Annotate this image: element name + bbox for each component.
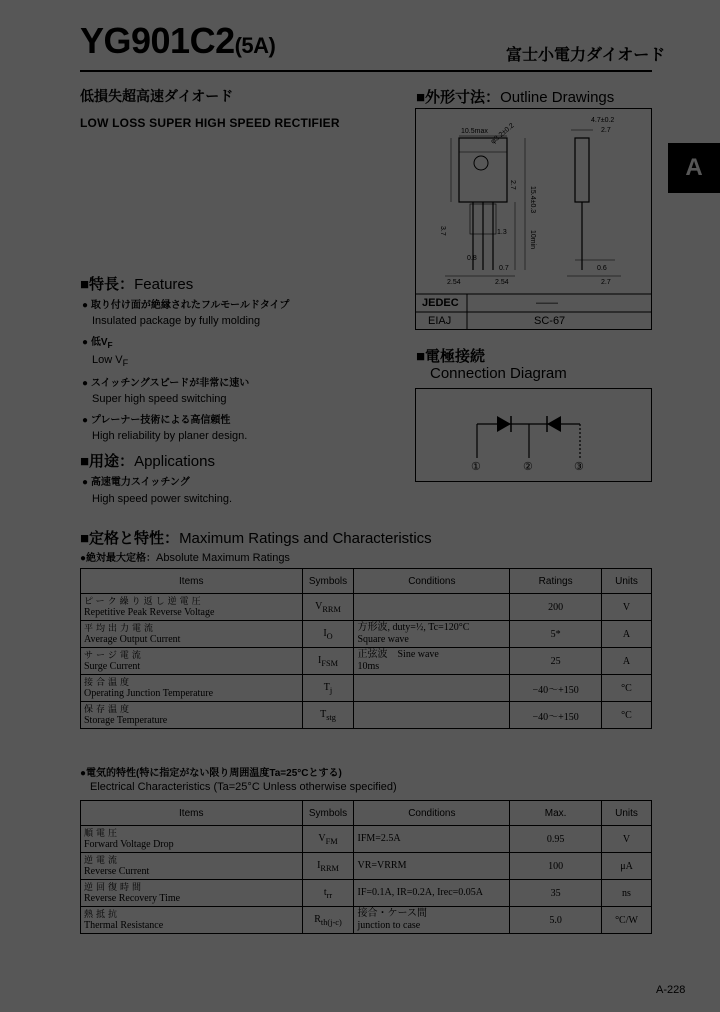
ratings-heading-text: Maximum Ratings and Characteristics <box>179 530 432 547</box>
connection-diagram <box>415 388 652 482</box>
mounting-hole <box>474 156 488 170</box>
features-list <box>82 296 289 448</box>
diode-2-icon <box>547 416 561 432</box>
pin-2-label: ② <box>523 461 533 473</box>
svg-text:2.54: 2.54 <box>495 279 509 286</box>
svg-text:10min: 10min <box>529 230 536 250</box>
jedec-value: —— <box>536 297 558 309</box>
applications-heading-text: Applications <box>134 453 215 470</box>
eiaj-value: SC-67 <box>534 315 566 327</box>
table-row: 接合温度 Operating Junction Temperature $T_j$ −40～+150 °C <box>81 675 652 702</box>
diode-1-icon <box>497 416 511 432</box>
col-items: Items <box>81 801 303 826</box>
feature-1-jp: ● 取り付け面が絶縁されたフルモールドタイプ <box>82 300 290 311</box>
ratings-heading-mark: ■定格と特性： <box>80 530 180 547</box>
part-title <box>80 20 275 62</box>
feature-4-en: High reliability by planer design. <box>92 430 248 443</box>
header-rule <box>80 70 652 72</box>
svg-text:4.7±0.2: 4.7±0.2 <box>591 117 615 124</box>
ratings-heading <box>80 527 432 548</box>
package-body-side <box>575 138 589 202</box>
eiaj-label: EIAJ <box>428 315 452 327</box>
svg-text:1.3: 1.3 <box>497 229 507 236</box>
subtitle-en: LOW LOSS SUPER HIGH SPEED RECTIFIER <box>80 116 340 130</box>
table-header-row <box>81 801 652 826</box>
svg-text:3.7: 3.7 <box>439 226 446 236</box>
electrical-subheading-jp: ●電気的特性(特に指定がない限り周囲温度Ta=25°Cとする) <box>80 768 342 779</box>
applications-heading-mark: ■用途： <box>80 453 135 470</box>
feature-3-jp: ● スイッチングスピードが非常に速い <box>82 378 250 390</box>
svg-text:10.5max: 10.5max <box>461 128 488 135</box>
col-max: Max. <box>510 801 602 826</box>
svg-text:0.6: 0.6 <box>597 265 607 272</box>
electrical-table <box>80 800 652 934</box>
applications-heading <box>80 450 215 471</box>
connection-heading-mark: ■電極接続 <box>416 348 486 365</box>
col-units: Units <box>602 569 652 594</box>
col-items: Items <box>81 569 303 594</box>
feature-3-en: Super high speed switching <box>92 393 227 406</box>
svg-text:2.7: 2.7 <box>601 279 611 286</box>
max-ratings-table <box>80 568 652 729</box>
svg-text:2.7: 2.7 <box>601 127 611 134</box>
col-conditions: Conditions <box>354 801 510 826</box>
connection-heading: Connection Diagram <box>430 365 567 382</box>
application-1-jp: ● 高速電力スイッチング <box>82 477 190 488</box>
col-symbols: Symbols <box>302 801 354 826</box>
pin-3-label: ③ <box>574 461 584 473</box>
table-row: 逆回復時間 Reverse Recovery Time $t_{rr}$ IF=0.1A, IR=0.2A, Irec=0.05A 35 ns <box>81 880 652 907</box>
applications-list <box>82 473 232 505</box>
table-row: 逆電流 Reverse Current $I_{RRM}$ VR=VRRM 100 μA <box>81 853 652 880</box>
subtitle-jp: 低損失超高速ダイオード <box>80 88 234 104</box>
feature-1-en: Insulated package by fully molding <box>92 315 261 327</box>
feature-2-en: Low $V_F$ <box>92 354 129 369</box>
svg-text:0.7: 0.7 <box>499 265 509 272</box>
table-row: 熱抵抗 Thermal Resistance $R_{th(j-c)}$ 接合・ケース間 junction to case 5.0 °C/W <box>81 907 652 934</box>
section-tab: A <box>668 143 720 193</box>
table-row: 平均出力電流 Average Output Current $I_O$ 方形波, duty=½, Tc=120°C Square wave 5* A <box>81 621 652 648</box>
features-heading-mark: ■特長： <box>80 276 135 293</box>
pin-1-label: ① <box>471 461 481 473</box>
col-symbols: Symbols <box>302 569 354 594</box>
col-units: Units <box>602 801 652 826</box>
table-header-row <box>81 569 652 594</box>
part-number: YG901C2 <box>80 20 235 61</box>
svg-text:2.7: 2.7 <box>509 180 516 190</box>
outline-heading-text: Outline Drawings <box>500 89 615 106</box>
electrical-subheading-en: Electrical Characteristics (Ta=25°C Unless otherwise specified) <box>90 781 397 793</box>
col-conditions: Conditions <box>354 569 510 594</box>
svg-text:0.8: 0.8 <box>467 255 477 262</box>
jedec-label: JEDEC <box>422 297 459 309</box>
abs-max-subheading: ●絶対最大定格：Absolute Maximum Ratings <box>80 552 290 564</box>
feature-2-jp: ● 低$V_F$ <box>82 337 113 350</box>
feature-4-jp: ● プレーナー技術による高信頼性 <box>82 415 231 427</box>
application-1-en: High speed power switching. <box>92 493 233 505</box>
outline-heading <box>416 86 614 107</box>
product-type-jp: 富士小電力ダイオード <box>506 47 666 64</box>
part-rating: (5A) <box>234 33 276 58</box>
table-row: 順電圧 Forward Voltage Drop $V_{FM}$ IFM=2.5A 0.95 V <box>81 826 652 853</box>
table-row: 保存温度 Storage Temperature $T_{stg}$ −40～+150 °C <box>81 702 652 729</box>
col-ratings: Ratings <box>510 569 602 594</box>
svg-text:φ3.2±0.2: φ3.2±0.2 <box>489 122 516 146</box>
svg-text:2.54: 2.54 <box>447 279 461 286</box>
table-row: サージ電流 Surge Current $I_{FSM}$ 正弦波 Sine wave 10ms 25 A <box>81 648 652 675</box>
table-row: ピーク繰り返し逆電圧 Repetitive Peak Reverse Voltage $V_{RRM}$ 200 V <box>81 594 652 621</box>
features-heading <box>80 273 193 294</box>
outline-heading-mark: ■外形寸法： <box>416 89 501 106</box>
page-number: A-228 <box>656 984 686 996</box>
features-heading-text: Features <box>134 276 194 293</box>
svg-text:15.4±0.3: 15.4±0.3 <box>529 186 536 214</box>
